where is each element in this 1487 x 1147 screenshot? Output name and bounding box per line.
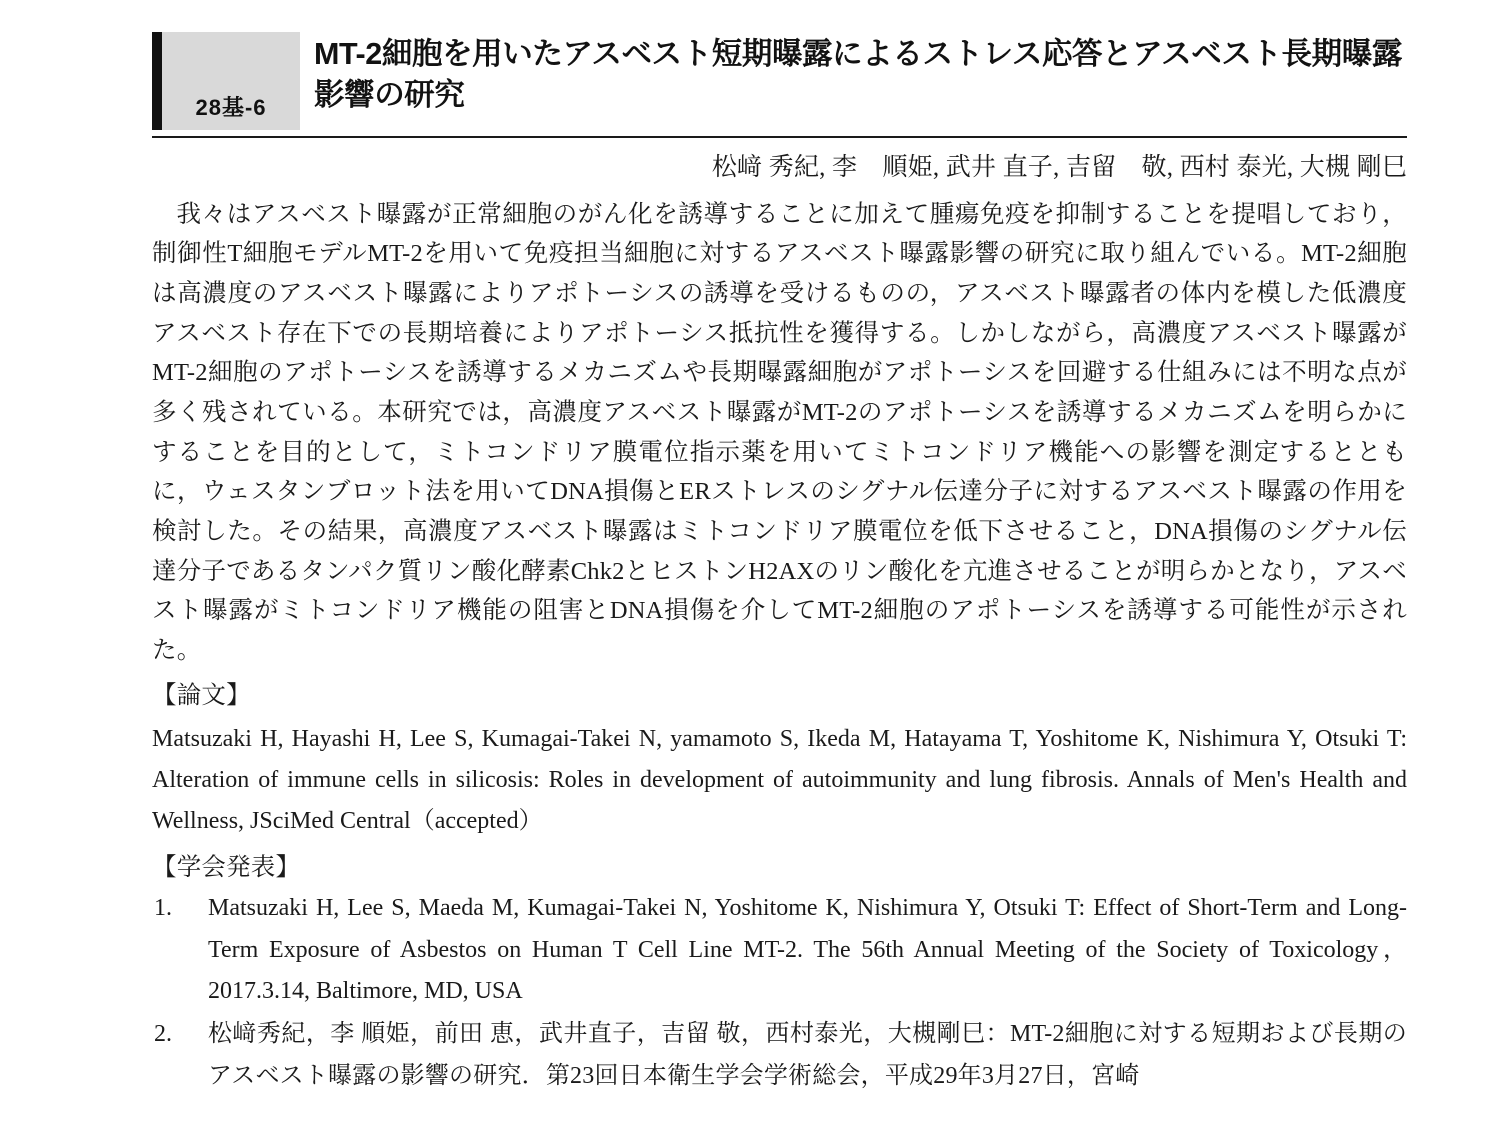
paper-section-heading: 【論文】: [152, 681, 251, 709]
list-item-number: 1.: [154, 895, 172, 922]
paper-reference: Matsuzaki H, Hayashi H, Lee S, Kumagai-Takei N, yamamoto S, Ikeda M, Hatayama T, Yoshitome K, Nishimura Y, Otsuki T: Alteration of immune cells in silicosis: Roles in development of autoimmunity and lung fibrosis. Annals of Men's Health and Wellness, JSciMed Central（accepted）: [152, 725, 1407, 835]
conference-section-heading: 【学会発表】: [152, 853, 301, 881]
list-item-number: 2.: [154, 1021, 172, 1048]
document-page: [0, 32, 1487, 1147]
list-item: [152, 888, 1407, 1012]
abstract-text: 我々はアスベスト曝露が正常細胞のがん化を誘導することに加えて腫瘍免疫を抑制することを提唱しており，制御性T細胞モデルMT-2を用いて免疫担当細胞に対するアスベスト曝露影響の研究に取り組んでいる。MT-2細胞は高濃度のアスベスト曝露によりアポトーシスの誘導を受けるものの，アスベスト曝露者の体内を模した低濃度アスベスト存在下での長期培養によりアポトーシス抵抗性を獲得する。しかしながら，高濃度アスベスト曝露がMT-2細胞のアポトーシスを誘導するメカニズムや長期曝露細胞がアポトーシスを回避する仕組みには不明な点が多く残されている。本研究では，高濃度アスベスト曝露がMT-2のアポトーシスを誘導するメカニズムを明らかにすることを目的として，ミトコンドリア膜電位指示薬を用いてミトコンドリア機能への影響を測定するとともに，ウェスタンブロット法を用いてDNA損傷とERストレスのシグナル伝達分子に対するアスベスト曝露の作用を検討した。その結果，高濃度アスベスト曝露はミトコンドリア膜電位を低下させること，DNA損傷のシグナル伝達分子であるタンパク質リン酸化酵素Chk2とヒストンH2AXのリン酸化を亢進させることが明らかとなり，アスベスト曝露がミトコンドリア機能の阻害とDNA損傷を介してMT-2細胞のアポトーシスを誘導する可能性が示された。: [152, 200, 1407, 665]
conference-list: [152, 888, 1407, 1096]
document-header: [152, 32, 1407, 130]
project-id-label: 28基-6: [195, 95, 267, 120]
page-title: MT-2細胞を用いたアスベスト短期曝露によるストレス応答とアスベスト長期曝露影響の研究: [314, 37, 1402, 112]
header-divider: [152, 136, 1407, 138]
list-item-text: Matsuzaki H, Lee S, Maeda M, Kumagai-Takei N, Yoshitome K, Nishimura Y, Otsuki T: Effect of Short-Term and Long-Term Exposure of Asbestos on Human T Cell Line MT-2. The 56th Annual Meeting of the Society of Toxicology，2017.3.14, Baltimore, MD, USA: [208, 895, 1407, 1005]
list-item-text: 松﨑秀紀，李 順姫，前田 恵，武井直子，吉留 敬，西村泰光，大槻剛巳：MT-2細胞に対する短期および長期のアスベスト曝露の影響の研究．第23回日本衛生学会学術総会，平成29年3月27日，宮崎: [208, 1021, 1407, 1089]
list-item: [152, 1014, 1407, 1097]
project-id-box: [152, 32, 300, 130]
author-list: 松﨑 秀紀, 李 順姫, 武井 直子, 吉留 敬, 西村 泰光, 大槻 剛巳: [711, 154, 1407, 181]
